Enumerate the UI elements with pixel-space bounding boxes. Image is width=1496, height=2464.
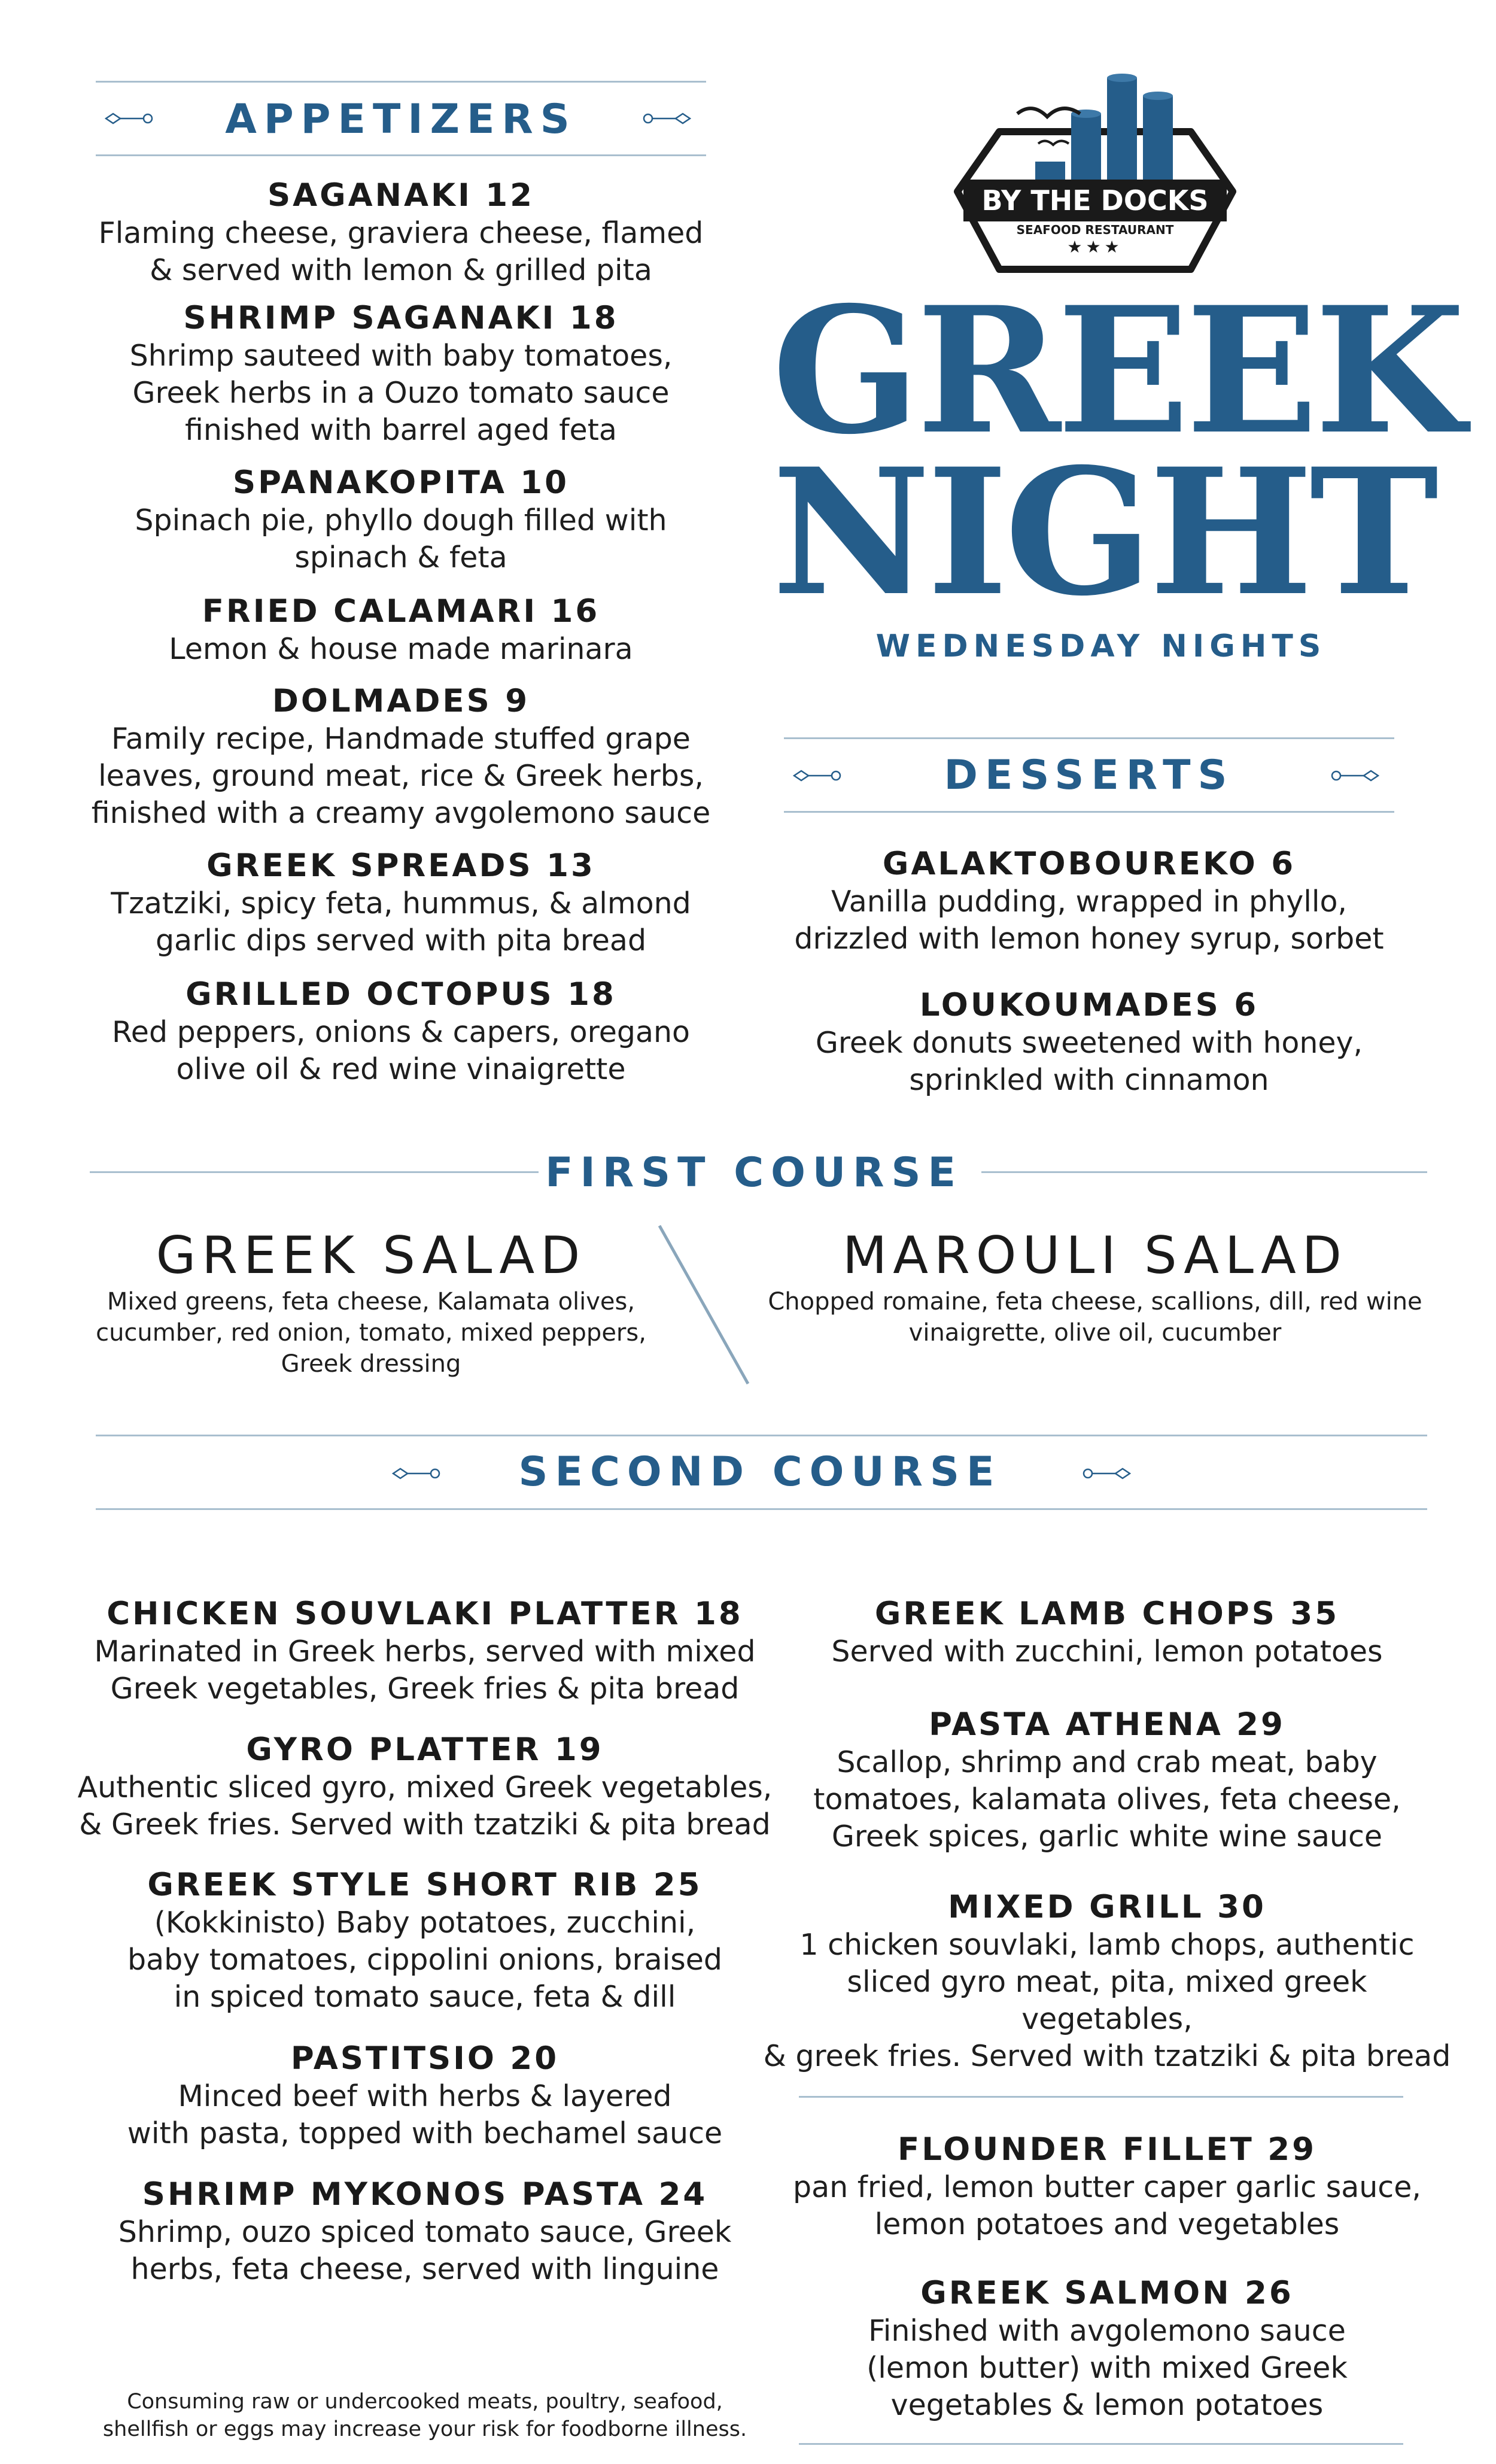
item-desc: Red peppers, onions & capers, oregano bbox=[111, 1015, 691, 1049]
salad-desc: Chopped romaine, feta cheese, scallions, dill, red wine bbox=[768, 1288, 1422, 1315]
disclaimer-line: Consuming raw or undercooked meats, poultry, seafood, bbox=[127, 2390, 723, 2414]
salad-divider bbox=[652, 1221, 760, 1389]
item-desc: spinach & feta bbox=[294, 540, 507, 575]
item-desc: Finished with avgolemono sauce bbox=[868, 2314, 1346, 2348]
item-desc: sliced gyro meat, pita, mixed greek vegetables, bbox=[847, 1965, 1367, 2036]
item-name: SHRIMP MYKONOS PASTA 24 bbox=[142, 2176, 708, 2213]
menu-item bbox=[760, 1706, 1454, 1855]
item-name: FRIED CALAMARI 16 bbox=[202, 593, 600, 630]
item-desc: pan fried, lemon butter caper garlic sauce, bbox=[793, 2170, 1421, 2204]
second-course-top-rule bbox=[96, 1435, 1427, 1436]
item-desc: baby tomatoes, cippolini onions, braised bbox=[127, 1943, 723, 1977]
menu-item bbox=[72, 593, 730, 668]
item-name: SHRIMP SAGANAKI 18 bbox=[183, 300, 619, 336]
item-name: LOUKOUMADES 6 bbox=[919, 987, 1259, 1023]
salad-desc: Mixed greens, feta cheese, Kalamata olives, bbox=[107, 1288, 636, 1315]
logo-name: BY THE DOCKS bbox=[981, 184, 1209, 217]
item-desc: Spinach pie, phyllo dough filled with bbox=[135, 503, 667, 537]
salad-name: MAROULI SALAD bbox=[843, 1226, 1348, 1286]
item-desc: & Greek fries. Served with tzatziki & pita bread bbox=[79, 1807, 771, 1842]
menu-item bbox=[72, 177, 730, 289]
menu-item bbox=[760, 1595, 1454, 1670]
salad-desc: Greek dressing bbox=[281, 1350, 461, 1378]
logo-sub: SEAFOOD RESTAURANT bbox=[1016, 223, 1174, 237]
event-title-line1: GREEK bbox=[772, 269, 1462, 473]
item-desc: Served with zucchini, lemon potatoes bbox=[831, 1634, 1383, 1669]
item-desc: vegetables & lemon potatoes bbox=[890, 2388, 1324, 2422]
first-course-title: FIRST COURSE bbox=[545, 1149, 963, 1196]
menu-item bbox=[66, 2040, 784, 2152]
appetizers-top-rule bbox=[96, 81, 706, 83]
ornament-icon bbox=[793, 768, 847, 783]
item-desc: olive oil & red wine vinaigrette bbox=[176, 1052, 626, 1086]
ornament-icon bbox=[1325, 768, 1379, 783]
menu-item bbox=[760, 986, 1418, 1099]
menu-item bbox=[72, 299, 730, 449]
item-desc: (lemon butter) with mixed Greek bbox=[866, 2351, 1348, 2385]
item-name: MIXED GRILL 30 bbox=[948, 1889, 1266, 1925]
item-desc: herbs, feta cheese, served with linguine bbox=[130, 2252, 719, 2286]
menu-item bbox=[72, 976, 730, 1088]
menu-item bbox=[66, 2176, 784, 2288]
menu-item bbox=[760, 2274, 1454, 2424]
second-course-title: SECOND COURSE bbox=[518, 1448, 1002, 1496]
logo-stars: ★★★ bbox=[1067, 237, 1123, 257]
item-desc: finished with barrel aged feta bbox=[185, 413, 617, 447]
seafood-top-rule bbox=[799, 2096, 1403, 2098]
item-name: PASTITSIO 20 bbox=[290, 2040, 560, 2077]
desserts-title: DESSERTS bbox=[944, 752, 1234, 799]
desserts-bottom-rule bbox=[784, 811, 1394, 813]
item-desc: Greek vegetables, Greek fries & pita bread bbox=[110, 1672, 740, 1706]
item-name: SAGANAKI 12 bbox=[267, 177, 535, 214]
desserts-top-rule bbox=[784, 737, 1394, 739]
appetizers-title: APPETIZERS bbox=[225, 96, 577, 143]
item-name: GALAKTOBOUREKO 6 bbox=[882, 846, 1296, 882]
menu-item bbox=[72, 682, 730, 832]
menu-item bbox=[66, 1866, 784, 2016]
item-desc: 1 chicken souvlaki, lamb chops, authentic bbox=[799, 1928, 1415, 1962]
item-name: GRILLED OCTOPUS 18 bbox=[186, 976, 616, 1013]
item-desc: with pasta, topped with bechamel sauce bbox=[127, 2116, 723, 2150]
menu-item bbox=[72, 847, 730, 959]
menu-item bbox=[66, 1731, 784, 1843]
item-desc: Family recipe, Handmade stuffed grape bbox=[111, 722, 691, 756]
ornament-icon bbox=[1077, 1466, 1131, 1481]
item-desc: garlic dips served with pita bread bbox=[155, 923, 647, 958]
item-desc: leaves, ground meat, rice & Greek herbs, bbox=[98, 759, 704, 793]
item-name: CHICKEN SOUVLAKI PLATTER 18 bbox=[107, 1596, 743, 1632]
item-desc: & greek fries. Served with tzatziki & pita bread bbox=[763, 2039, 1451, 2073]
salad-item bbox=[78, 1227, 664, 1378]
ornament-icon bbox=[105, 111, 159, 126]
item-desc: Shrimp, ouzo spiced tomato sauce, Greek bbox=[118, 2215, 732, 2249]
first-course-rule-right bbox=[981, 1171, 1427, 1173]
event-subtitle: WEDNESDAY NIGHTS bbox=[875, 628, 1327, 664]
salad-desc: cucumber, red onion, tomato, mixed peppers, bbox=[96, 1319, 646, 1347]
salad-desc: vinaigrette, olive oil, cucumber bbox=[908, 1319, 1282, 1347]
item-desc: sprinkled with cinnamon bbox=[909, 1063, 1269, 1097]
item-desc: Flaming cheese, graviera cheese, flamed bbox=[98, 216, 704, 250]
menu-item bbox=[72, 464, 730, 576]
item-name: GYRO PLATTER 19 bbox=[246, 1731, 604, 1768]
item-name: GREEK LAMB CHOPS 35 bbox=[874, 1596, 1340, 1632]
item-desc: & served with lemon & grilled pita bbox=[150, 253, 652, 287]
item-desc: Greek spices, garlic white wine sauce bbox=[831, 1819, 1383, 1854]
item-desc: Shrimp sauteed with baby tomatoes, bbox=[129, 339, 673, 373]
item-desc: (Kokkinisto) Baby potatoes, zucchini, bbox=[154, 1906, 696, 1940]
item-name: DOLMADES 9 bbox=[272, 683, 530, 719]
second-course-bottom-rule bbox=[96, 1508, 1427, 1510]
menu-item bbox=[760, 2131, 1454, 2243]
menu-item bbox=[66, 1595, 784, 1708]
item-desc: Greek donuts sweetened with honey, bbox=[815, 1026, 1363, 1060]
item-desc: lemon potatoes and vegetables bbox=[874, 2207, 1340, 2241]
menu-item bbox=[760, 1888, 1454, 2075]
item-name: SPANAKOPITA 10 bbox=[232, 464, 570, 501]
item-desc: Lemon & house made marinara bbox=[169, 632, 633, 666]
item-desc: Minced beef with herbs & layered bbox=[178, 2079, 672, 2113]
item-desc: Vanilla pudding, wrapped in phyllo, bbox=[831, 885, 1347, 919]
food-safety-disclaimer bbox=[66, 2388, 784, 2443]
ornament-icon bbox=[637, 111, 691, 126]
item-name: PASTA ATHENA 29 bbox=[929, 1706, 1285, 1743]
item-name: GREEK STYLE SHORT RIB 25 bbox=[147, 1867, 703, 1903]
item-desc: finished with a creamy avgolemono sauce bbox=[91, 796, 711, 830]
salad-item bbox=[754, 1227, 1436, 1347]
item-name: GREEK SALMON 26 bbox=[920, 2275, 1294, 2311]
appetizers-bottom-rule bbox=[96, 154, 706, 156]
item-desc: Tzatziki, spicy feta, hummus, & almond bbox=[111, 886, 691, 920]
item-desc: drizzled with lemon honey syrup, sorbet bbox=[794, 922, 1384, 956]
disclaimer-line: shellfish or eggs may increase your risk for foodborne illness. bbox=[102, 2417, 747, 2441]
item-desc: Authentic sliced gyro, mixed Greek vegetables, bbox=[77, 1770, 773, 1804]
item-desc: Greek herbs in a Ouzo tomato sauce bbox=[132, 376, 670, 410]
salad-name: GREEK SALAD bbox=[156, 1226, 586, 1286]
restaurant-logo bbox=[945, 72, 1245, 275]
item-desc: in spiced tomato sauce, feta & dill bbox=[174, 1980, 676, 2014]
seafood-bottom-rule bbox=[799, 2443, 1403, 2445]
item-name: GREEK SPREADS 13 bbox=[206, 847, 595, 884]
first-course-rule-left bbox=[90, 1171, 539, 1173]
item-desc: Scallop, shrimp and crab meat, baby bbox=[837, 1745, 1378, 1779]
item-desc: tomatoes, kalamata olives, feta cheese, bbox=[813, 1782, 1401, 1816]
ornament-icon bbox=[392, 1466, 446, 1481]
menu-item bbox=[760, 845, 1418, 958]
item-desc: Marinated in Greek herbs, served with mixed bbox=[94, 1634, 756, 1669]
event-title-line2: NIGHT bbox=[772, 431, 1436, 634]
item-name: FLOUNDER FILLET 29 bbox=[897, 2131, 1317, 2168]
